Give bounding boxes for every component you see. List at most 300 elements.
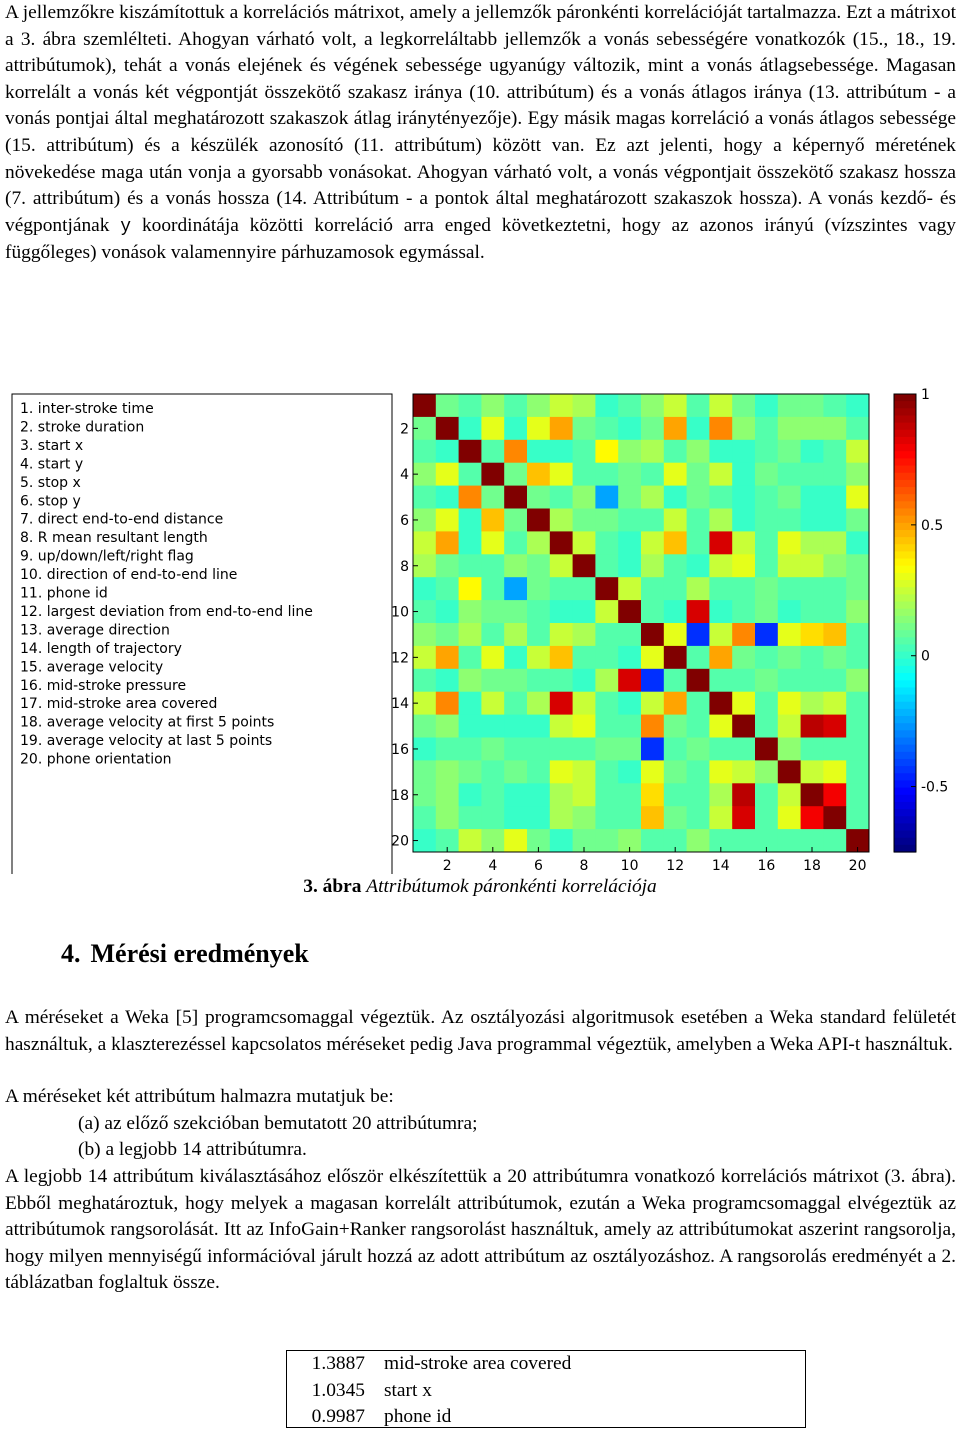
heatmap-cell <box>595 829 618 852</box>
heatmap-cell <box>573 394 596 417</box>
heatmap-cell <box>778 577 801 600</box>
colorbar-segment <box>894 451 916 459</box>
heatmap-cell <box>481 623 504 646</box>
section-heading <box>61 936 319 972</box>
heatmap-cell <box>481 440 504 463</box>
heatmap-cell <box>778 509 801 532</box>
heatmap-cell <box>459 829 482 852</box>
colorbar <box>894 387 948 853</box>
heatmap-cell <box>504 623 527 646</box>
colorbar-segment <box>894 845 916 853</box>
intro-paragraph <box>5 0 956 267</box>
heatmap-cell <box>436 760 459 783</box>
heatmap-cell <box>687 486 710 509</box>
heatmap-cell <box>709 669 732 692</box>
legend-entry: 14. length of trajectory <box>20 640 182 657</box>
heatmap-cell <box>687 646 710 669</box>
x-tick-label: 10 <box>620 858 639 874</box>
heatmap-cell <box>504 600 527 623</box>
heatmap-cell <box>527 806 550 829</box>
heatmap-cell <box>709 600 732 623</box>
colorbar-segment <box>894 695 916 703</box>
heatmap-cell <box>641 509 664 532</box>
heatmap-cell <box>846 577 869 600</box>
legend-entry: 12. largest deviation from end-to-end line <box>20 603 313 620</box>
heatmap-cell <box>846 554 869 577</box>
heatmap-cell <box>823 829 846 852</box>
colorbar-segment <box>894 644 916 652</box>
heatmap-cell <box>504 760 527 783</box>
heatmap-cell <box>527 715 550 738</box>
colorbar-segment <box>894 702 916 710</box>
heatmap-cell <box>641 417 664 440</box>
heatmap-cell <box>687 417 710 440</box>
colorbar-segment <box>894 823 916 831</box>
heatmap-cell <box>618 577 641 600</box>
colorbar-segment <box>894 523 916 531</box>
list-item-b: (b) a legjobb 14 attribútumra. <box>78 1139 307 1160</box>
heatmap-cell <box>459 646 482 669</box>
heatmap-cell <box>436 440 459 463</box>
heatmap-cell <box>823 554 846 577</box>
y-tick-label: 18 <box>391 787 409 804</box>
legend-entry: 16. mid-stroke pressure <box>20 677 187 694</box>
ranking-score: 1.3887 <box>311 1353 365 1374</box>
heatmap-cell <box>846 715 869 738</box>
heatmap-cell <box>846 509 869 532</box>
heatmap-cell <box>846 760 869 783</box>
weka-paragraph: A méréseket a Weka [5] programcsomaggal végeztük. Az osztályozási algoritmusok esetében a Weka standard felületét használtuk, a klaszterezéssel kapcsolatos méréseket pedig Java programmal végeztük, amelyben a Weka API-t használtuk. <box>5 1007 956 1055</box>
heatmap-cell <box>527 783 550 806</box>
heatmap-cell <box>732 531 755 554</box>
heatmap-cell <box>664 509 687 532</box>
heatmap-cell <box>550 829 573 852</box>
y-tick-label: 12 <box>391 650 409 667</box>
heatmap-cell <box>413 623 436 646</box>
heatmap-cell <box>732 486 755 509</box>
heatmap-cell <box>436 806 459 829</box>
colorbar-segment <box>894 408 916 416</box>
x-tick-label: 6 <box>533 858 543 874</box>
heatmap-cell <box>732 806 755 829</box>
legend-entry: 18. average velocity at first 5 points <box>20 714 275 731</box>
heatmap-cell <box>778 829 801 852</box>
colorbar-segment <box>894 709 916 717</box>
heatmap-cell <box>778 623 801 646</box>
heatmap-cell <box>709 554 732 577</box>
heatmap-cell <box>550 394 573 417</box>
heatmap-cell <box>504 715 527 738</box>
heatmap-cell <box>527 554 550 577</box>
colorbar-segment <box>894 580 916 588</box>
ranking-row <box>287 1378 805 1405</box>
y-tick-label: 8 <box>400 558 409 575</box>
heatmap-cell <box>527 509 550 532</box>
heatmap-cell <box>664 463 687 486</box>
colorbar-segment <box>894 723 916 731</box>
heatmap-cell <box>436 463 459 486</box>
heatmap-cell <box>459 417 482 440</box>
heatmap-cell <box>755 600 778 623</box>
colorbar-segment <box>894 666 916 674</box>
heatmap-cell <box>481 692 504 715</box>
heatmap-cell <box>595 692 618 715</box>
heatmap-cell <box>823 440 846 463</box>
heatmap-cell <box>436 531 459 554</box>
heatmap-cell <box>732 394 755 417</box>
heatmap-cell <box>778 738 801 761</box>
legend-entry: 20. phone orientation <box>20 751 172 768</box>
heatmap-cell <box>732 669 755 692</box>
heatmap-cell <box>801 806 824 829</box>
ranking-paragraph: A legjobb 14 attribútum kiválasztásához először elkészítettük a 20 attribútumra vonatkozó korrelációs mátrixot (3. ábra). Ebből meghatároztuk, hogy melyek a magasan korrelált attribútumok, ezután a Weka programcsomaggal elvégeztük az attribútumok rangsorolását. Itt az InfoGain+Ranker rangsorolást használtuk, amely az attribútumokat aszerint rangsorolja, hogy milyen mennyiségű információval járult hozzá az adott attribútum az osztályozáshoz. A rangsorolás eredményét a 2. táblázatban foglaltuk össze. <box>5 1166 956 1294</box>
heatmap-cell <box>846 783 869 806</box>
heatmap-cell <box>664 577 687 600</box>
ranking-row <box>287 1404 805 1431</box>
heatmap-cell <box>641 463 664 486</box>
ranking-attribute: mid-stroke area covered <box>384 1353 572 1374</box>
heatmap-cell <box>481 394 504 417</box>
heatmap-cell <box>550 760 573 783</box>
heatmap-cell <box>687 577 710 600</box>
heatmap-cell <box>801 531 824 554</box>
heatmap-cell <box>664 554 687 577</box>
heatmap-cell <box>641 669 664 692</box>
heatmap-cell <box>732 463 755 486</box>
colorbar-segment <box>894 831 916 839</box>
heatmap-cell <box>550 646 573 669</box>
heatmap-cell <box>755 440 778 463</box>
heatmap-cell <box>413 440 436 463</box>
section-title-text: Mérési eredmények <box>90 939 309 968</box>
heatmap-cell <box>801 486 824 509</box>
heatmap-cell <box>664 646 687 669</box>
colorbar-segment <box>894 501 916 509</box>
heatmap-cell <box>618 440 641 463</box>
heatmap-cell <box>823 509 846 532</box>
heatmap-cell <box>504 509 527 532</box>
heatmap-cell <box>732 440 755 463</box>
colorbar-segment <box>894 730 916 738</box>
heatmap-cell <box>823 417 846 440</box>
heatmap-cell <box>413 806 436 829</box>
heatmap-cell <box>527 646 550 669</box>
heatmap-cell <box>778 806 801 829</box>
intro-text-part1: A jellemzőkre kiszámítottuk a korrelációs mátrixot, amely a jellemzők páronkénti korrelációját tartalmazza. Ezt a mátrixot a 3. ábra szemlélteti. Ahogyan várható volt, a legkorreláltabb jellemzők a vonás sebességére vonatkozók (15., 18., 19. attribútumok), tehát a vonás elejének és végének sebessége ugyanúgy változik, mint a vonás átlagsebessége. Magasan korrelált a vonás két végpontját összekötő szakasz iránya (10. attribútum) és a vonás átlagos iránya (13. attribútum - a vonás pontjai által meghatározott szakaszok átlag iránytényezője). Egy másik magas korreláció a vonás átlagos sebessége (15. attribútum) és a készülék azonosító (11. attribútum) között van. Ez azt jelenti, hogy a képernyő méretének növekedése maga után vonja a gyorsabb vonásokat. Ahogyan várható volt, a vonás végpontjait összekötő szakasz hossza (7. attribútum) és a vonás hossza (14. Attribútum - a pontok által meghatározott szakaszok hossza). A vonás kezdő- és végpontjának <box>5 2 956 236</box>
heatmap-cell <box>459 760 482 783</box>
x-tick-label: 20 <box>848 858 867 874</box>
heatmap-cell <box>550 669 573 692</box>
heatmap-cell <box>732 577 755 600</box>
colorbar-segment <box>894 809 916 817</box>
heatmap-cell <box>801 738 824 761</box>
colorbar-segment <box>894 637 916 645</box>
heatmap-cell <box>459 623 482 646</box>
colorbar-segment <box>894 401 916 409</box>
heatmap-cell <box>846 806 869 829</box>
heatmap-cell <box>641 440 664 463</box>
heatmap-cell <box>618 760 641 783</box>
heatmap-cell <box>755 554 778 577</box>
heatmap-cell <box>755 509 778 532</box>
heatmap-cell <box>687 738 710 761</box>
heatmap-cell <box>504 486 527 509</box>
heatmap-cell <box>709 509 732 532</box>
heatmap-cell <box>436 623 459 646</box>
heatmap-cell <box>527 531 550 554</box>
legend-entry: 11. phone id <box>20 585 108 602</box>
colorbar-segment <box>894 673 916 681</box>
attribute-legend <box>12 394 392 874</box>
heatmap-cell <box>573 806 596 829</box>
heatmap-cell <box>504 577 527 600</box>
heatmap-cell <box>573 554 596 577</box>
y-tick-label: 20 <box>391 833 409 850</box>
heatmap-cell <box>732 760 755 783</box>
heatmap-cell <box>573 577 596 600</box>
caption-number: 3. ábra <box>303 876 362 897</box>
heatmap-cell <box>436 577 459 600</box>
heatmap-cell <box>595 623 618 646</box>
heatmap-cell <box>641 646 664 669</box>
heatmap-cell <box>436 692 459 715</box>
legend-entry: 4. start y <box>20 456 84 473</box>
colorbar-segment <box>894 573 916 581</box>
heatmap-cell <box>778 531 801 554</box>
heatmap-cell <box>778 554 801 577</box>
heatmap-cell <box>732 417 755 440</box>
colorbar-segment <box>894 551 916 559</box>
colorbar-label: -0.5 <box>921 779 949 796</box>
colorbar-segment <box>894 623 916 631</box>
x-tick-label: 18 <box>803 858 821 874</box>
heatmap-cell <box>709 577 732 600</box>
heatmap-cell <box>527 486 550 509</box>
heatmap-cell <box>618 394 641 417</box>
heatmap-cell <box>550 509 573 532</box>
heatmap-cell <box>664 806 687 829</box>
heatmap-cell <box>664 417 687 440</box>
heatmap-cell <box>846 669 869 692</box>
colorbar-segment <box>894 802 916 810</box>
heatmap-cell <box>459 715 482 738</box>
colorbar-segment <box>894 566 916 574</box>
heatmap-cell <box>801 760 824 783</box>
y-tick-label: 4 <box>400 467 409 484</box>
heatmap-cell <box>687 783 710 806</box>
heatmap-cell <box>436 646 459 669</box>
heatmap-cell <box>687 394 710 417</box>
heatmap-cell <box>709 463 732 486</box>
heatmap-cell <box>527 738 550 761</box>
heatmap-cell <box>504 417 527 440</box>
heatmap-cell <box>481 417 504 440</box>
heatmap-cell <box>778 715 801 738</box>
heatmap-cell <box>481 806 504 829</box>
heatmap-cell <box>527 760 550 783</box>
heatmap-cell <box>436 417 459 440</box>
heatmap-cell <box>459 600 482 623</box>
heatmap-cell <box>459 692 482 715</box>
heatmap-cell <box>801 440 824 463</box>
heatmap-cell <box>732 783 755 806</box>
intro-mono-y: y <box>120 216 132 237</box>
correlation-chart-svg <box>0 382 960 874</box>
heatmap-cell <box>664 600 687 623</box>
heatmap-cell <box>618 715 641 738</box>
x-tick-label: 16 <box>757 858 776 874</box>
heatmap-cell <box>481 715 504 738</box>
heatmap-cell <box>687 669 710 692</box>
heatmap-cell <box>755 669 778 692</box>
heatmap-cell <box>413 577 436 600</box>
heatmap-cell <box>823 760 846 783</box>
heatmap-cell <box>595 463 618 486</box>
heatmap-cell <box>801 669 824 692</box>
heatmap-cell <box>481 646 504 669</box>
heatmap-cell <box>413 715 436 738</box>
heatmap-cell <box>687 600 710 623</box>
heatmap-cell <box>755 577 778 600</box>
colorbar-segment <box>894 487 916 495</box>
heatmap-cell <box>823 806 846 829</box>
heatmap-cell <box>618 783 641 806</box>
ranking-score: 0.9987 <box>311 1406 365 1428</box>
heatmap-cell <box>732 509 755 532</box>
heatmap-cell <box>801 417 824 440</box>
heatmap-cell <box>618 738 641 761</box>
heatmap-cell <box>550 806 573 829</box>
heatmap-cell <box>823 577 846 600</box>
heatmap-cell <box>436 715 459 738</box>
heatmap-cell <box>823 623 846 646</box>
heatmap-cell <box>413 531 436 554</box>
heatmap-cell <box>778 417 801 440</box>
list-item-a: (a) az előző szekcióban bemutatott 20 attribútumra; <box>78 1113 478 1134</box>
heatmap-cell <box>436 509 459 532</box>
colorbar-segment <box>894 430 916 438</box>
heatmap-cell <box>618 646 641 669</box>
heatmap-cell <box>801 554 824 577</box>
colorbar-segment <box>894 659 916 667</box>
heatmap-cell <box>687 554 710 577</box>
heatmap-cell <box>573 623 596 646</box>
heatmap-cell <box>595 577 618 600</box>
colorbar-segment <box>894 480 916 488</box>
heatmap-cell <box>778 646 801 669</box>
heatmap-cell <box>413 669 436 692</box>
heatmap-cell <box>709 646 732 669</box>
heatmap-cell <box>436 783 459 806</box>
heatmap-cell <box>573 646 596 669</box>
heatmap-cell <box>573 531 596 554</box>
heatmap-cell <box>664 783 687 806</box>
heatmap-cell <box>801 783 824 806</box>
heatmap-cell <box>846 600 869 623</box>
heatmap-cell <box>504 554 527 577</box>
heatmap-cell <box>413 760 436 783</box>
heatmap-cell <box>846 486 869 509</box>
colorbar-segment <box>894 423 916 431</box>
figure-caption <box>0 874 960 900</box>
heatmap-cell <box>801 623 824 646</box>
colorbar-segment <box>894 587 916 595</box>
heatmap-cell <box>732 738 755 761</box>
colorbar-label: 0 <box>921 648 930 665</box>
heatmap-cell <box>459 669 482 692</box>
heatmap-cell <box>709 531 732 554</box>
colorbar-segment <box>894 544 916 552</box>
heatmap-cell <box>459 463 482 486</box>
heatmap-cell <box>618 463 641 486</box>
heatmap-cell <box>550 600 573 623</box>
heatmap-cell <box>687 623 710 646</box>
heatmap-cell <box>778 669 801 692</box>
heatmap-cell <box>801 509 824 532</box>
heatmap-cell <box>778 486 801 509</box>
heatmap-cell <box>573 486 596 509</box>
colorbar-segment <box>894 716 916 724</box>
ranking-table <box>286 1350 806 1428</box>
heatmap-cell <box>778 600 801 623</box>
caption-text: Attribútumok páronkénti korrelációja <box>366 876 657 897</box>
heatmap-cell <box>641 600 664 623</box>
heatmap-cell <box>595 486 618 509</box>
heatmap-cell <box>801 646 824 669</box>
heatmap-cell <box>481 738 504 761</box>
colorbar-segment <box>894 616 916 624</box>
heatmap-cell <box>618 623 641 646</box>
heatmap-cell <box>823 692 846 715</box>
x-tick-label: 8 <box>579 858 589 874</box>
colorbar-segment <box>894 602 916 610</box>
heatmap-cell <box>595 417 618 440</box>
heatmap-cell <box>459 738 482 761</box>
heatmap-cell <box>823 783 846 806</box>
heatmap-cell <box>778 692 801 715</box>
heatmap-cell <box>595 783 618 806</box>
heatmap-cell <box>618 509 641 532</box>
heatmap-cell <box>823 531 846 554</box>
heatmap-cell <box>436 669 459 692</box>
heatmap-cell <box>550 738 573 761</box>
heatmap-cell <box>595 715 618 738</box>
colorbar-segment <box>894 738 916 746</box>
heatmap-cell <box>755 531 778 554</box>
heatmap-cell <box>641 738 664 761</box>
colorbar-segment <box>894 766 916 774</box>
heatmap-cell <box>846 738 869 761</box>
heatmap-cell <box>732 715 755 738</box>
heatmap-cell <box>436 486 459 509</box>
heatmap-cell <box>687 440 710 463</box>
heatmap-cell <box>709 783 732 806</box>
heatmap-cell <box>641 715 664 738</box>
heatmap-cell <box>527 577 550 600</box>
heatmap-cell <box>755 783 778 806</box>
colorbar-segment <box>894 537 916 545</box>
legend-entry: 8. R mean resultant length <box>20 530 208 547</box>
colorbar-segment <box>894 437 916 445</box>
heatmap-cell <box>573 417 596 440</box>
heatmap-cell <box>504 440 527 463</box>
correlation-figure <box>0 382 960 874</box>
colorbar-segment <box>894 816 916 824</box>
heatmap-cell <box>618 417 641 440</box>
heatmap-cell <box>846 692 869 715</box>
heatmap-cell <box>664 760 687 783</box>
y-tick-label: 16 <box>391 741 409 758</box>
